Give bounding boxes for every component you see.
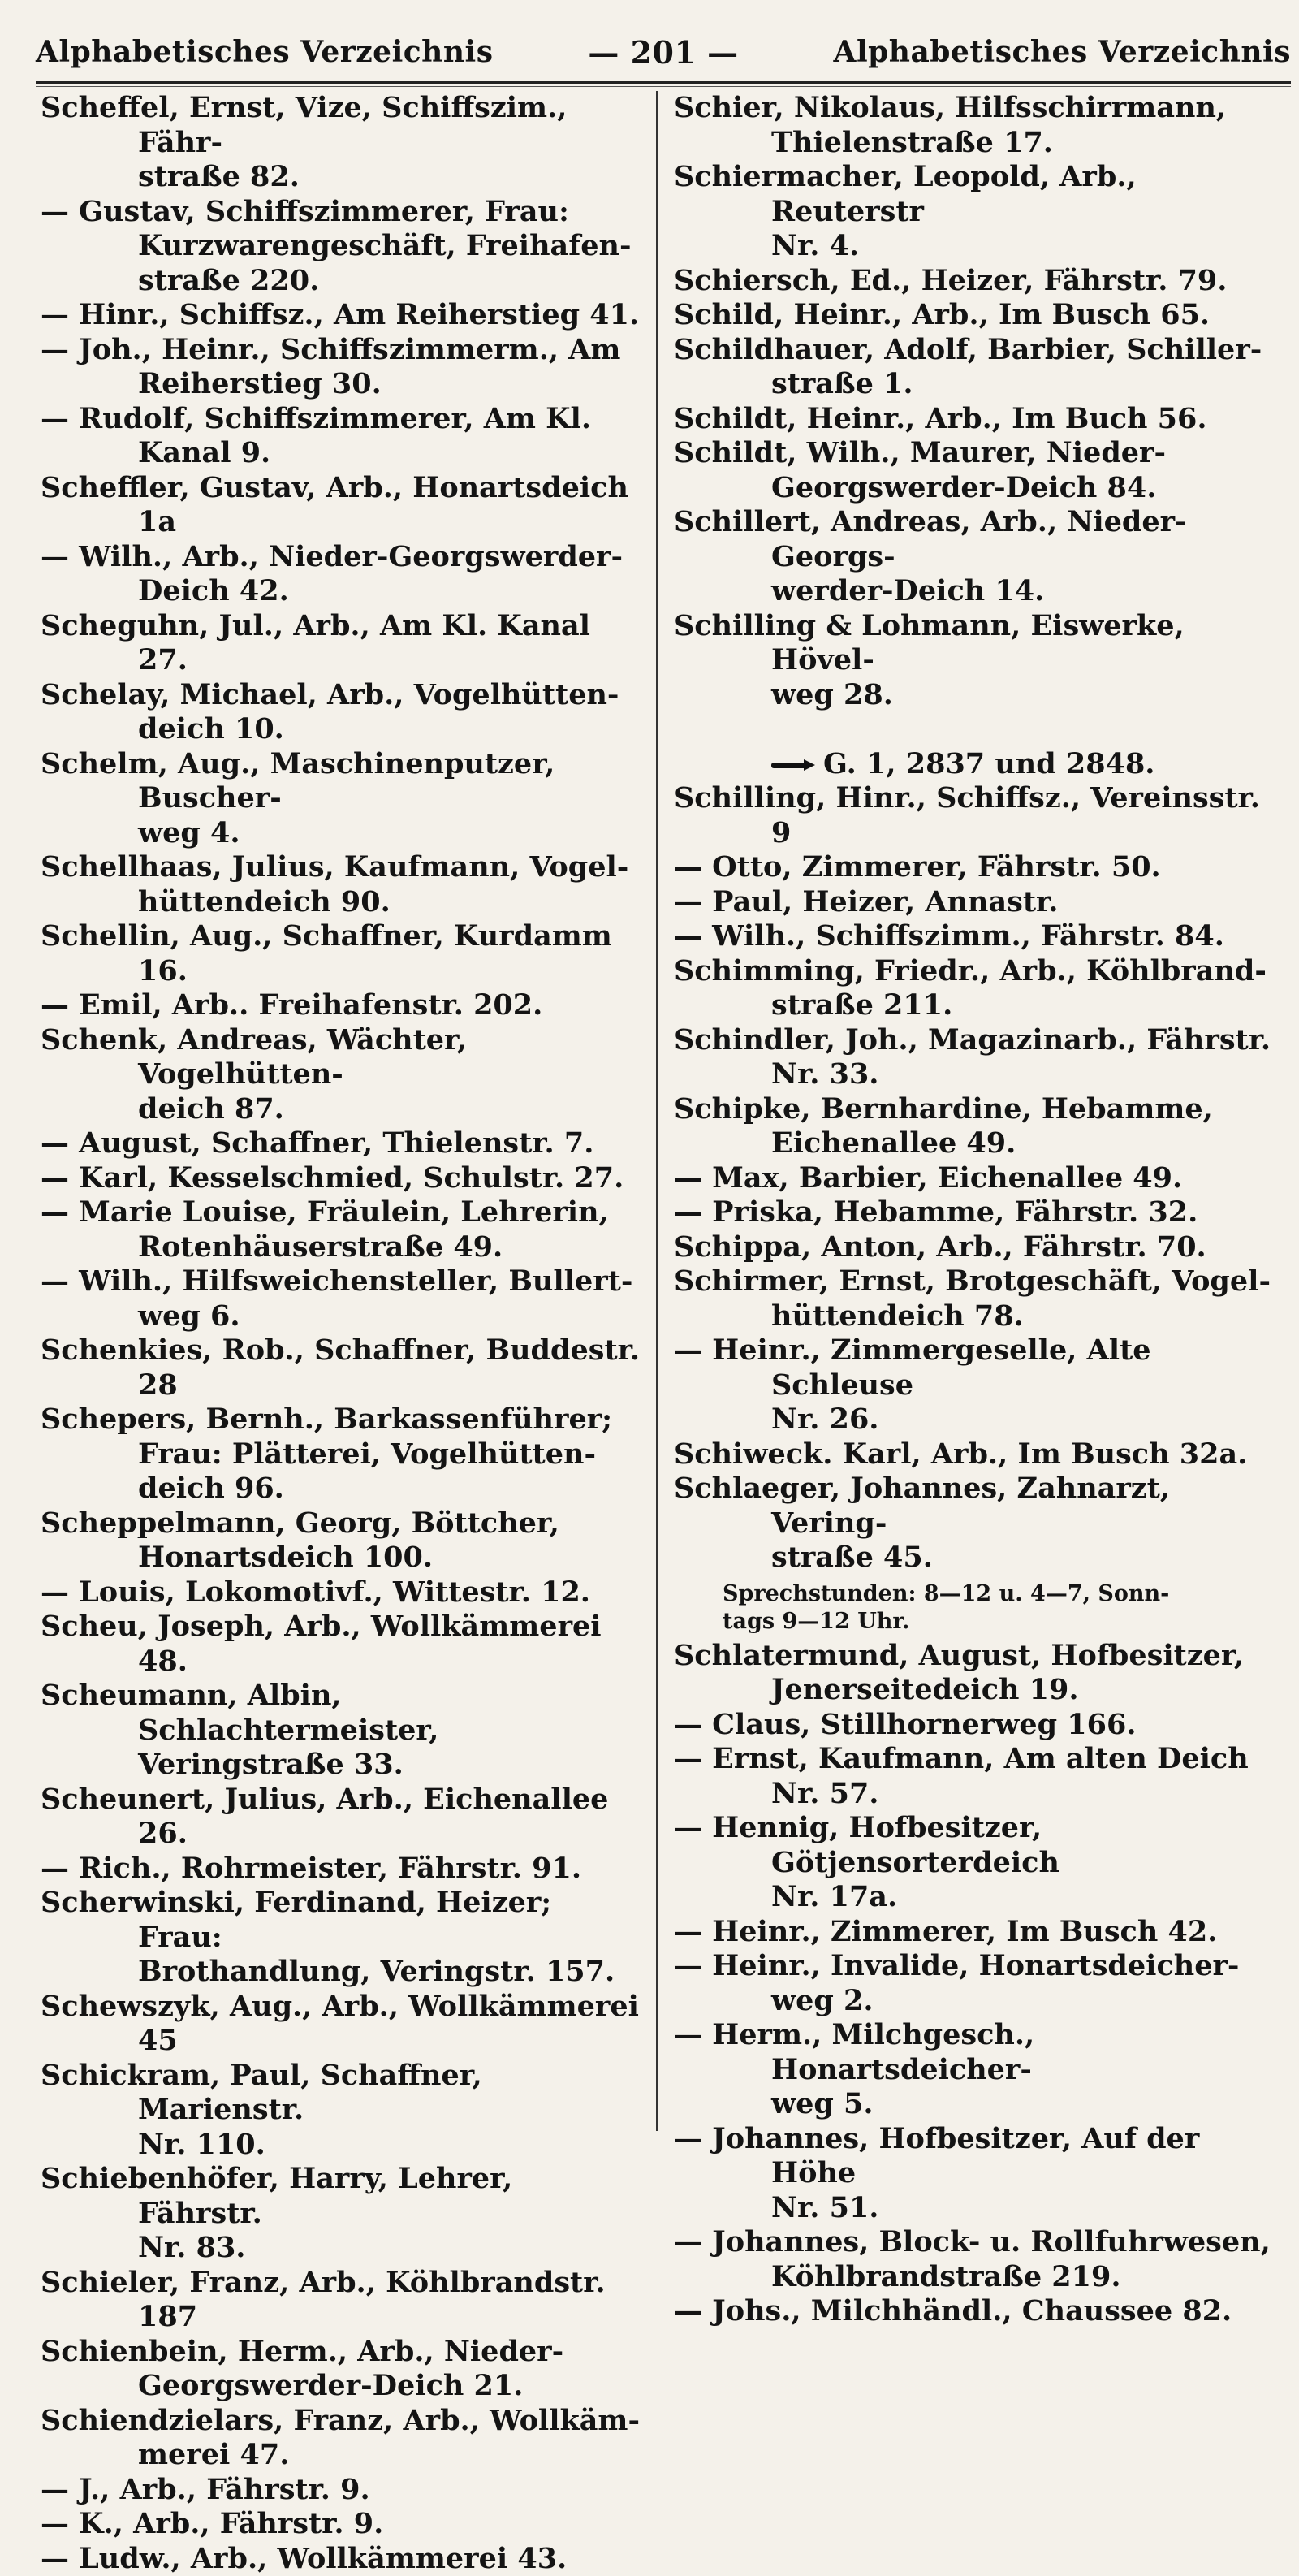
entry: — Hinr., Schiffsz., Am Reiherstieg 41. (41, 298, 641, 333)
entry: — Gustav, Schiffszimmerer, Frau: Kurzwarengeschäft, Freihafen- straße 220. (41, 195, 641, 299)
entry: Scheppelmann, Georg, Böttcher, Honartsdeich 100. (41, 1506, 641, 1575)
entry: Schelm, Aug., Maschinenputzer, Buscher- weg 4. (41, 747, 641, 851)
entry: — Heinr., Zimmergeselle, Alte Schleuse Nr. 26. (674, 1333, 1275, 1437)
entry: — Emil, Arb.. Freihafenstr. 202. (41, 988, 641, 1023)
left-column (41, 91, 641, 2131)
entry: Schewszyk, Aug., Arb., Wollkämmerei 45 (41, 1990, 641, 2059)
entry: Scheguhn, Jul., Arb., Am Kl. Kanal 27. (41, 609, 641, 678)
entry: Schlaeger, Johannes, Zahnarzt, Vering- straße 45. (674, 1472, 1275, 1575)
entry: — Priska, Hebamme, Fährstr. 32. (674, 1195, 1275, 1230)
entry: Schiendzielars, Franz, Arb., Wollkäm- merei 47. (41, 2404, 641, 2473)
entry: Scheffel, Ernst, Vize, Schiffszim., Fähr- straße 82. (41, 91, 641, 195)
entry: — Wilh., Arb., Nieder-Georgswerder- Deich 42. (41, 540, 641, 609)
entry: — J., Arb., Fährstr. 9. (41, 2473, 641, 2508)
entry: — Hennig, Hofbesitzer, Götjensorterdeich Nr. 17a. (674, 1811, 1275, 1915)
entry: — Ernst, Kaufmann, Am alten Deich Nr. 57. (674, 1742, 1275, 1811)
header-rule (36, 81, 1291, 84)
page-number: — 201 — (588, 34, 738, 71)
entry: Scheffler, Gustav, Arb., Honartsdeich 1a (41, 471, 641, 540)
header-left-title: Alphabetisches Verzeichnis (36, 35, 493, 69)
entry: — Rich., Rohrmeister, Fährstr. 91. (41, 1852, 641, 1887)
entry: Schilling & Lohmann, Eiswerke, Hövel- weg 28. (674, 609, 1275, 713)
entry: Schier, Nikolaus, Hilfsschirrmann, Thielenstraße 17. (674, 91, 1275, 160)
entry: Schiweck. Karl, Arb., Im Busch 32a. (674, 1437, 1275, 1472)
entry: — Heinr., Invalide, Honartsdeicher- weg 2. (674, 1949, 1275, 2018)
entry: Schellin, Aug., Schaffner, Kurdamm 16. (41, 919, 641, 988)
right-column (674, 91, 1275, 2131)
entry: Scherwinski, Ferdinand, Heizer; Frau: Brothandlung, Veringstr. 157. (41, 1886, 641, 1990)
entry: — Marie Louise, Fräulein, Lehrerin, Rotenhäuserstraße 49. (41, 1195, 641, 1264)
entry: — Otto, Zimmerer, Fährstr. 50. (674, 850, 1275, 885)
entry: Scheumann, Albin, Schlachtermeister, Veringstraße 33. (41, 1679, 641, 1783)
entry: Schildt, Wilh., Maurer, Nieder- Georgswerder-Deich 84. (674, 436, 1275, 505)
entry: — Karl, Kesselschmied, Schulstr. 27. (41, 1161, 641, 1196)
entry: Scheunert, Julius, Arb., Eichenallee 26. (41, 1783, 641, 1852)
entry: Schilling, Hinr., Schiffsz., Vereinsstr. 9 (674, 781, 1275, 850)
entry: Schepers, Bernh., Barkassenführer; Frau: Plätterei, Vogelhütten- deich 96. (41, 1403, 641, 1506)
entry: Schieler, Franz, Arb., Köhlbrandstr. 187 (41, 2266, 641, 2335)
header-right-title: Alphabetisches Verzeichnis (834, 35, 1291, 69)
column-divider (656, 91, 658, 2131)
entry: Schildt, Heinr., Arb., Im Buch 56. (674, 402, 1275, 437)
pointing-hand-icon (771, 759, 815, 771)
entry: Schickram, Paul, Schaffner, Marienstr. Nr. 110. (41, 2059, 641, 2163)
office-hours-note: Sprechstunden: 8—12 u. 4—7, Sonn- tags 9—12 Uhr. (674, 1580, 1275, 1636)
entry: Schelay, Michael, Arb., Vogelhütten- deich 10. (41, 678, 641, 747)
header-rule-thin (36, 86, 1291, 87)
entry: — Wilh., Hilfsweichensteller, Bullert- weg 6. (41, 1264, 641, 1333)
entry: Schipke, Bernhardine, Hebamme, Eichenallee 49. (674, 1092, 1275, 1161)
entry: Schimming, Friedr., Arb., Köhlbrand- straße 211. (674, 954, 1275, 1023)
entry: — Max, Barbier, Eichenallee 49. (674, 1161, 1275, 1196)
page-header (36, 28, 1291, 76)
entry: — Paul, Heizer, Annastr. (674, 885, 1275, 920)
entry: — Rudolf, Schiffszimmerer, Am Kl. Kanal 9. (41, 402, 641, 471)
entry: — Johannes, Block- u. Rollfuhrwesen, Köhlbrandstraße 219. (674, 2225, 1275, 2294)
entry: Schildhauer, Adolf, Barbier, Schiller- straße 1. (674, 333, 1275, 402)
entry: — Louis, Lokomotivf., Wittestr. 12. (41, 1575, 641, 1610)
entry: Schindler, Joh., Magazinarb., Fährstr. Nr. 33. (674, 1023, 1275, 1092)
entry: — Ludw., Arb., Wollkämmerei 43. (41, 2542, 641, 2576)
entry: — Claus, Stillhornerweg 166. (674, 1708, 1275, 1743)
entry: — K., Arb., Fährstr. 9. (41, 2507, 641, 2542)
entry: Schlatermund, August, Hofbesitzer, Jenerseitedeich 19. (674, 1639, 1275, 1708)
entry: Schiermacher, Leopold, Arb., Reuterstr Nr. 4. (674, 160, 1275, 264)
entry: Schenkies, Rob., Schaffner, Buddestr. 28 (41, 1333, 641, 1403)
entry: Schild, Heinr., Arb., Im Busch 65. (674, 298, 1275, 333)
entry: — Wilh., Schiffszimm., Fährstr. 84. (674, 919, 1275, 954)
entry: Schenk, Andreas, Wächter, Vogelhütten- deich 87. (41, 1023, 641, 1127)
phone-line (674, 712, 1275, 781)
entry: — Johs., Milchhändl., Chaussee 82. (674, 2294, 1275, 2329)
entry: — Heinr., Zimmerer, Im Busch 42. (674, 1915, 1275, 1950)
entry: Schirmer, Ernst, Brotgeschäft, Vogel- hüttendeich 78. (674, 1264, 1275, 1333)
entry: Schiersch, Ed., Heizer, Fährstr. 79. (674, 264, 1275, 299)
entry: Schippa, Anton, Arb., Fährstr. 70. (674, 1230, 1275, 1265)
phone-number: G. 1, 2837 und 2848. (823, 747, 1154, 780)
entry: Schellhaas, Julius, Kaufmann, Vogel- hüttendeich 90. (41, 850, 641, 919)
entry: — Joh., Heinr., Schiffszimmerm., Am Reiherstieg 30. (41, 333, 641, 402)
entry: Schillert, Andreas, Arb., Nieder-Georgs- werder-Deich 14. (674, 505, 1275, 609)
entry: Scheu, Joseph, Arb., Wollkämmerei 48. (41, 1610, 641, 1679)
entry: — August, Schaffner, Thielenstr. 7. (41, 1126, 641, 1161)
entry: Schienbein, Herm., Arb., Nieder- Georgswerder-Deich 21. (41, 2335, 641, 2404)
entry: — Herm., Milchgesch., Honartsdeicher- weg 5. (674, 2018, 1275, 2122)
entry: Schiebenhöfer, Harry, Lehrer, Fährstr. Nr. 83. (41, 2162, 641, 2266)
entry: — Johannes, Hofbesitzer, Auf der Höhe Nr. 51. (674, 2122, 1275, 2226)
